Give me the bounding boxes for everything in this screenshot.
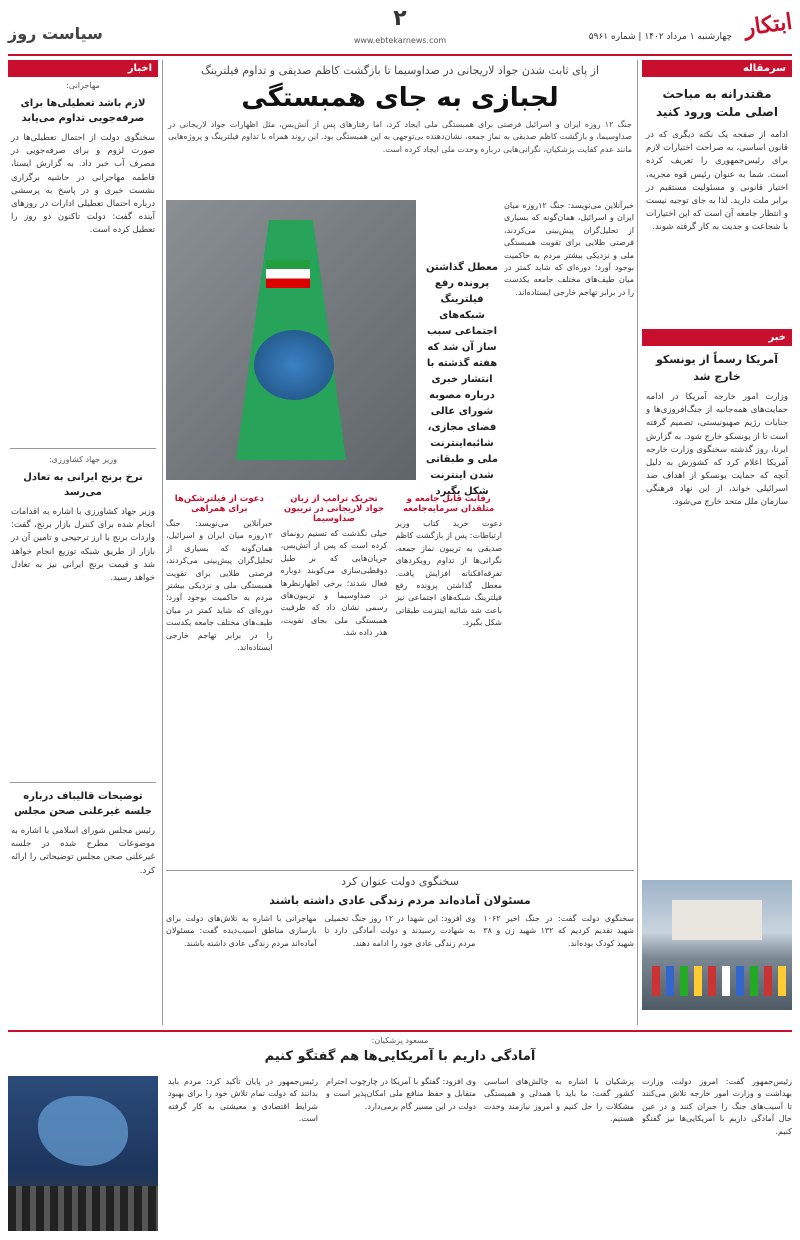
left-column (8, 60, 158, 1040)
secondary-kicker: سخنگوی دولت عنوان کرد (341, 875, 459, 888)
flag (652, 966, 660, 996)
secondary-columns (166, 913, 634, 1038)
editorial-header: سرمقاله (642, 60, 792, 77)
briefs-header: اخبار (8, 60, 158, 77)
right-column (642, 60, 792, 880)
secondary-title: مسئولان آماده‌اند مردم زندگی عادی داشته باشند (269, 894, 531, 907)
website-url[interactable]: www.ebtekarnews.com (353, 36, 447, 45)
bottom-story (8, 1030, 792, 1235)
body-text: پزشکیان با اشاره به چالش‌های اساسی کشور گفت: ما باید با همدلی و همبستگی مشکلات را حل کنیم و امروز نیازمند وحدت هستیم. (484, 1077, 634, 1124)
news-title: آمریکا رسماً از یونسکو خارج شد (656, 353, 778, 383)
body-text: سخنگوی دولت گفت: در جنگ اخیر ۱۰۶۲ شهید تقدیم کردیم که ۱۳۲ شهید زن و ۳۸ شهید کودک بوده‌اند. (483, 914, 634, 948)
divider (10, 782, 156, 783)
subhead: رقابت قابل جامعه و متلقدان سرمایه‌جامعه (402, 494, 495, 514)
brief-title: توضیحات قالیباف درباره جلسه غیرعلنی صحن مجلس (14, 791, 152, 817)
page-number: ۲ (393, 6, 407, 31)
body-text: وی افزود: گفتگو با آمریکا در چارچوب احترام متقابل و حفظ منافع ملی امکان‌پذیر است و دولت در این مسیر گام برمی‌دارد. (326, 1077, 476, 1111)
main-body-columns (166, 490, 502, 860)
brief-title: لازم باشد تعطیلی‌ها برای صرفه‌جویی تداوم می‌یابد (20, 98, 146, 124)
main-headline: لجبازی به جای همبستگی (241, 83, 559, 113)
subhead: تحریک ترامپ از زبان جواد لاریجانی در تریبون صداوسیما (283, 494, 385, 524)
newspaper-logo: ابتکار (742, 8, 794, 42)
brief-text: رئیس مجلس شورای اسلامی با اشاره به موضوعات مطرح شده در جلسه غیرعلنی صحن مجلس توضیحاتی را ارائه کرد. (11, 826, 155, 876)
secondary-story (166, 870, 634, 1020)
flag (764, 966, 772, 996)
editorial-text: ادامه از صفحه یک نکته دیگری که در قانون اساسی، به صراحت اختیارات لازم برای رئیس‌جمهوری را تعریف کرده است. شما به عنوان رئیس قوه مجریه، اختیار قانونی و مسئولیت مستقیم در برابر ملت دارید. لذا به جای توجیه نیست و انتظار جامعه آن است که این اختیارات با شجاعت و جدیت به کار گرفته شوند. (646, 130, 788, 233)
body-text: خبرآنلاین می‌نویسد: جنگ ۱۲روزه میان ایران و اسرائیل، همان‌گونه که بسیاری از تحلیل‌گران پیش‌بینی می‌کردند، فرصتی طلایی برای تقویت همبستگی ملی و نزدیکی بیشتر مردم به حاکمیت بوجود آورد؛ دوره‌ای که شاید کمتر در میان طیف‌های مختلف جامعه یکدست را در برابر تهاجم خارجی ایستاده‌اند. (504, 201, 634, 297)
brief-text: سخنگوی دولت از احتمال تعطیلی‌ها در صورت لزوم و برای صرفه‌جویی در مصرف آب خبر داد. به گزارش ایسنا، فاطمه مهاجرانی در حاشیه برگزاری نشست خبری و در پاسخ به پرسشی درباره احتمال تعطیلی ادارات در روزهای آینده گفت: دولت تاکنون دو روز را تعطیل کرده است. (11, 133, 155, 236)
body-text: رئیس‌جمهور در پایان تأکید کرد: مردم باید بدانند که دولت تمام تلاش خود را برای بهبود شرایط اقتصادی و معیشتی به کار گرفته است. (168, 1077, 318, 1124)
bottom-columns (168, 1076, 792, 1231)
flag (666, 966, 674, 996)
flag (736, 966, 744, 996)
bottom-photo (8, 1076, 158, 1231)
flag (722, 966, 730, 996)
main-body-column (504, 200, 634, 860)
body-text: خبرآنلاین می‌نویسد: جنگ ۱۲روزه میان ایران و اسرائیل، همان‌گونه که بسیاری از تحلیل‌گران پیش‌بینی می‌کردند، فرصتی طلایی برای تقویت همبستگی ملی و نزدیکی بیشتر مردم به حاکمیت بوجود آورد؛ دوره‌ای که شاید کمتر در میان طیف‌های مختلف جامعه یکدست را در برابر تهاجم خارجی ایستاده‌اند. (165, 519, 273, 652)
unesco-building (672, 900, 762, 940)
flag (708, 966, 716, 996)
flag (778, 966, 786, 996)
column-rule (637, 60, 638, 1025)
body-text: دعوت خرید کتاب وزیر ارتباطات: پس از بازگشت کاظم صدیقی به تریبون نماز جمعه، نگرانی‌ها از تداوم رویکردهای تفرقه‌افکنانه افزایش یافت. معطل گذاشتن پرونده رفع فیلترینگ شبکه‌های اجتماعی نیز باعث شد شائبه اینترنت طبقاتی شکل بگیرد. (395, 519, 502, 628)
audience (8, 1186, 158, 1231)
bottom-title: آمادگی داریم با آمریکایی‌ها هم گفتگو کنیم (264, 1049, 536, 1064)
brief-kicker: مهاجرانی: (66, 81, 100, 90)
flag (694, 966, 702, 996)
column-rule (162, 60, 163, 1025)
body-text: وی افزود: این شهدا در ۱۲ روز جنگ تحمیلی به شهادت رسیدند و دولت آمادگی دارد تا مردم زندگی عادی خود را ادامه دهند. (324, 914, 476, 948)
body-column (166, 490, 273, 860)
subhead: دعوت از فیلترشکن‌ها برای همراهی (174, 494, 264, 514)
divider (10, 448, 156, 449)
bottom-kicker: مسعود پزشکیان: (371, 1036, 429, 1045)
issue-date-line: چهارشنبه ۱ مرداد ۱۴۰۲ | شماره ۵۹۶۱ (588, 32, 732, 42)
main-kicker: از پای ثابت شدن جواد لاریجانی در صداوسیما تا بازگشت کاظم صدیقی و تداوم فیلترینگ (200, 64, 600, 77)
main-story (166, 60, 634, 860)
body-column (281, 490, 388, 860)
brief-title: نرخ برنج ایرانی به تعادل می‌رسد (23, 472, 143, 498)
pull-quote: معطل گذاشتن پرونده رفع فیلترینگ شبکه‌های اجتماعی سبب ساز آن شد که هفته گذشته با انتشار خبری درباره مصوبه شورای عالی فضای مجازی، شائبه‌اینترنت ملی و طبقاتی شدن اینترنت شکل بگیرد (426, 262, 498, 497)
masthead (8, 6, 792, 56)
flag (680, 966, 688, 996)
main-lead: جنگ ۱۲ روزه ایران و اسرائیل فرصتی برای همبستگی ملی ایجاد کرد، اما رفتارهای پس از آتش‌بس، مثل اظهارات جواد لاریجانی در صداوسیما، و بازگشت کاظم صدیقی به نماز جمعه، نشان‌دهنده بی‌توجهی به این همبستگی بود. این روند همراه با تداوم فیلترینگ و پروژه‌هایی مانند عدم کفایت پزشکیان، نگرانی‌هایی درباره وحدت ملی ایجاد کرده است. (168, 120, 633, 154)
iran-flag (266, 260, 310, 288)
body-column (395, 490, 502, 860)
body-text: حیلی نگذشت که تسنیم رونمای کرده است که پس از آتش‌بس، جریان‌هایی که بر طبل دوقطبی‌سازی می‌کوبند دوباره فعال شدند؛ برخی اظهارنظرها در صداوسیما و تریبون‌های رسمی نشان داد که ظرفیت همبستگی ملی بجای تقویت، هدر داده شد. (280, 529, 388, 638)
iran-map (38, 1096, 128, 1166)
unesco-photo (642, 880, 792, 1010)
brief-text: وزیر جهاد کشاورزی با اشاره به اقدامات انجام شده برای کنترل بازار برنج، گفت: واردات برنج با ارز ترجیحی و تامین آن در بازار از طریق شبکه توزیع انجام خواهد شد و قیمت برنج ایرانی نیز به تعادل خواهد رسید. (11, 507, 155, 583)
brief-kicker: وزیر جهاد کشاورزی: (48, 455, 117, 464)
body-text: مهاجرانی با اشاره به تلاش‌های دولت برای بازسازی مناطق آسیب‌دیده گفت: مسئولان آماده‌اند مردم زندگی عادی داشته باشند. (165, 914, 317, 948)
news-header: خبر (642, 329, 792, 346)
flag (750, 966, 758, 996)
section-name: سیاست روز (8, 24, 103, 43)
body-text: رئیس‌جمهور گفت: امروز دولت، وزارت بهداشت و وزارت امور خارجه تلاش می‌کنند تا آسیب‌های جنگ را جبران کنند و در عین حال آمادگی داریم با آمریکایی‌ها نیز گفتگو کنیم. (642, 1077, 792, 1136)
editorial-title: مقتدرانه به مباحث اصلی ملت ورود کنید (655, 87, 778, 119)
dome (254, 330, 334, 400)
main-illustration (166, 200, 416, 480)
news-text: وزارت امور خارجه آمریکا در ادامه حمایت‌های همه‌جانبه از جنگ‌افروزی‌ها و جنایات رژیم صهیونیستی، تصمیم گرفته است تا از یونسکو خارج شود. به گزارش ایرنا، روز گذشته سخنگوی وزارت خارجه آمریکا اعلام کرد که کشورش به دلیل آنچه که حمایت یونسکو از اهداف ضد اسرائیلی خواند، از این نهاد فرهنگی سازمان ملل متحد خارج می‌شود. (646, 392, 788, 508)
